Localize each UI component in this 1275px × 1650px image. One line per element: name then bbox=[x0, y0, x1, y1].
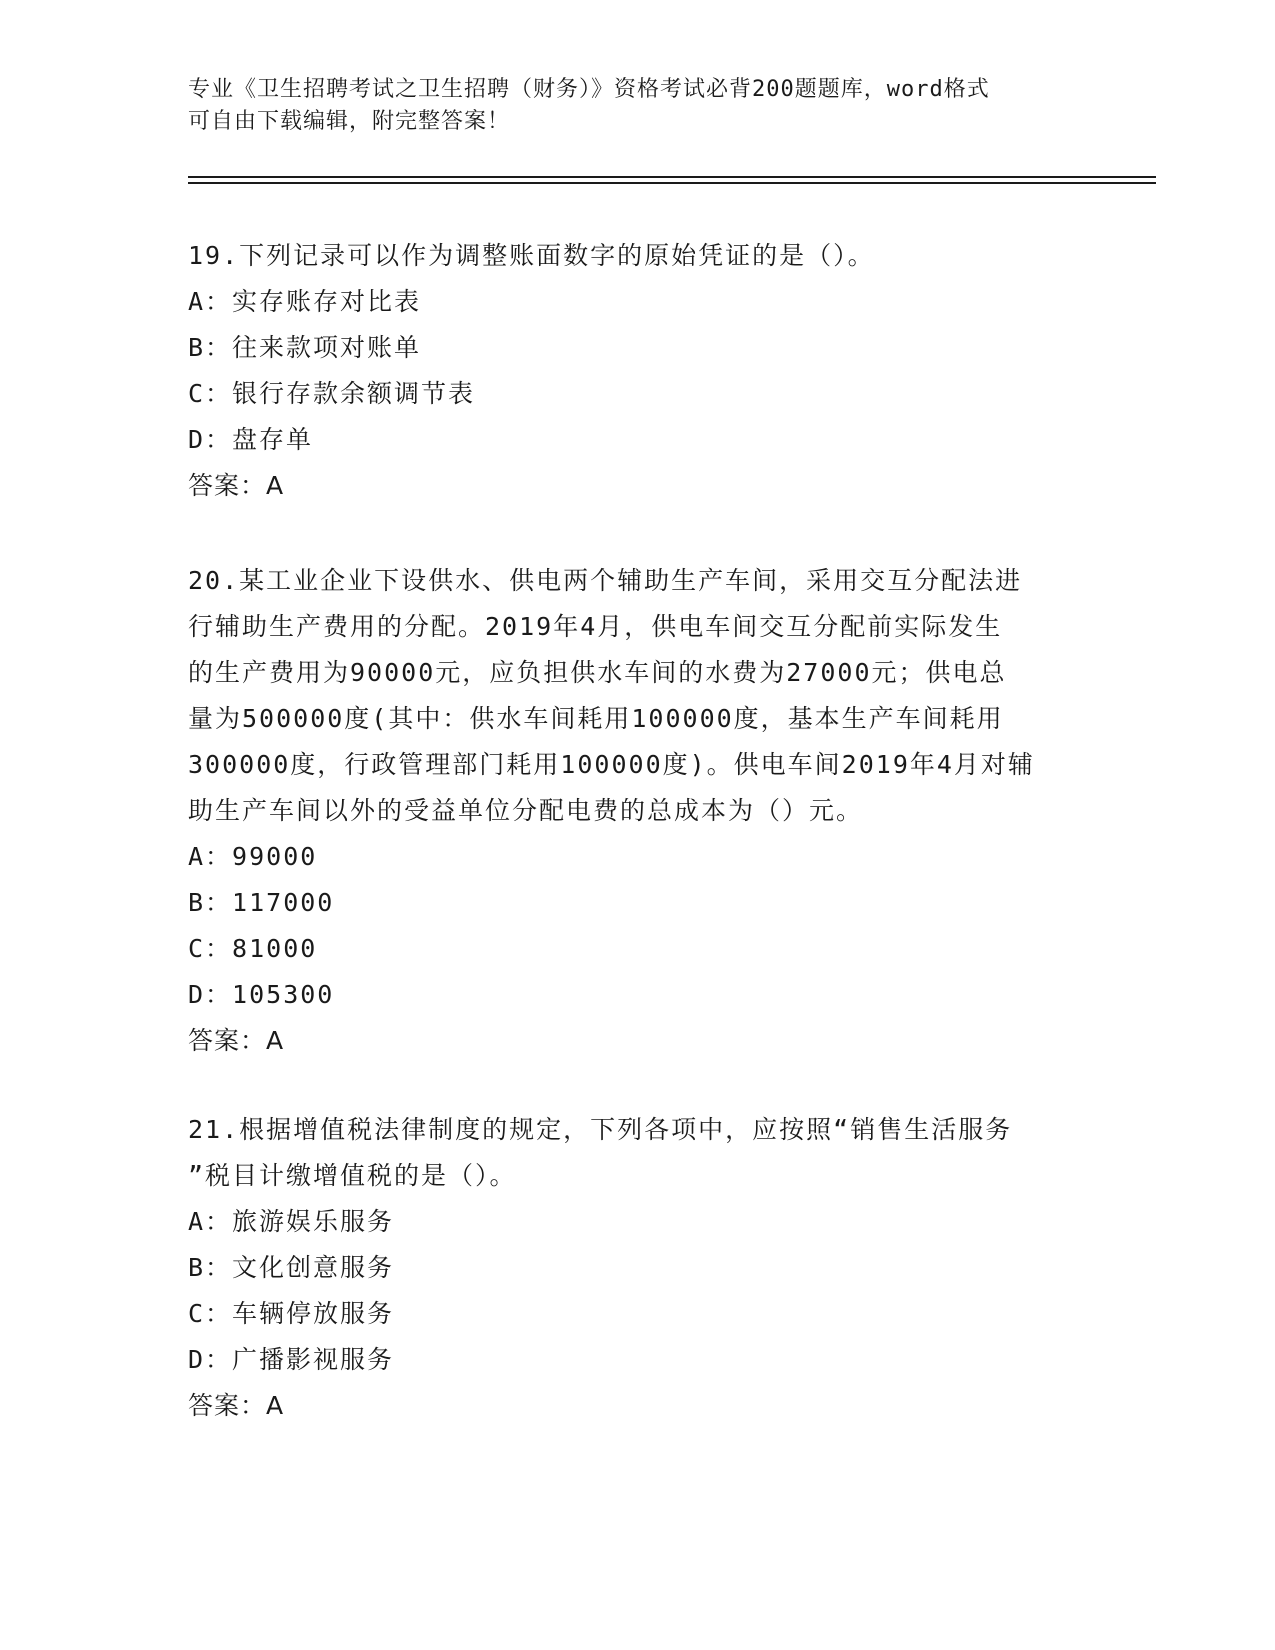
question-20 bbox=[188, 558, 1088, 1064]
header-line-2: 可自由下载编辑，附完整答案！ bbox=[188, 109, 511, 134]
answer: 答案：A bbox=[188, 1026, 285, 1055]
option-a: A：旅游娱乐服务 bbox=[188, 1207, 395, 1236]
option-d: D：盘存单 bbox=[188, 425, 314, 454]
header-divider-bottom bbox=[188, 182, 1156, 184]
question-stem-line: 的生产费用为90000元，应负担供水车间的水费为27000元；供电总 bbox=[188, 658, 1007, 687]
question-21 bbox=[188, 1107, 1088, 1429]
option-b: B：往来款项对账单 bbox=[188, 333, 422, 362]
option-d: D：广播影视服务 bbox=[188, 1345, 395, 1374]
header-line-1: 专业《卫生招聘考试之卫生招聘（财务）》资格考试必背200题题库，word格式 bbox=[188, 77, 990, 102]
option-b: B：文化创意服务 bbox=[188, 1253, 395, 1282]
option-c: C：81000 bbox=[188, 934, 318, 963]
question-stem-line: 助生产车间以外的受益单位分配电费的总成本为（）元。 bbox=[188, 796, 864, 825]
question-stem-line: 行辅助生产费用的分配。2019年4月，供电车间交互分配前实际发生 bbox=[188, 612, 1003, 641]
answer: 答案：A bbox=[188, 471, 285, 500]
question-stem-line: ”税目计缴增值税的是（）。 bbox=[188, 1161, 517, 1190]
option-d: D：105300 bbox=[188, 980, 335, 1009]
option-b: B：117000 bbox=[188, 888, 335, 917]
option-a: A：99000 bbox=[188, 842, 318, 871]
answer: 答案：A bbox=[188, 1391, 285, 1420]
option-a: A：实存账存对比表 bbox=[188, 287, 422, 316]
question-stem-line: 21.根据增值税法律制度的规定，下列各项中，应按照“销售生活服务 bbox=[188, 1115, 1013, 1144]
option-c: C：车辆停放服务 bbox=[188, 1299, 395, 1328]
question-stem-line: 300000度，行政管理部门耗用100000度)。供电车间2019年4月对辅 bbox=[188, 750, 1035, 779]
question-stem: 19.下列记录可以作为调整账面数字的原始凭证的是（）。 bbox=[188, 241, 875, 270]
document-header bbox=[188, 74, 1088, 138]
option-c: C：银行存款余额调节表 bbox=[188, 379, 476, 408]
question-stem-line: 20.某工业企业下设供水、供电两个辅助生产车间，采用交互分配法进 bbox=[188, 566, 1023, 595]
question-19 bbox=[188, 233, 1088, 509]
question-stem-line: 量为500000度(其中：供水车间耗用100000度，基本生产车间耗用 bbox=[188, 704, 1004, 733]
header-divider-top bbox=[188, 176, 1156, 178]
